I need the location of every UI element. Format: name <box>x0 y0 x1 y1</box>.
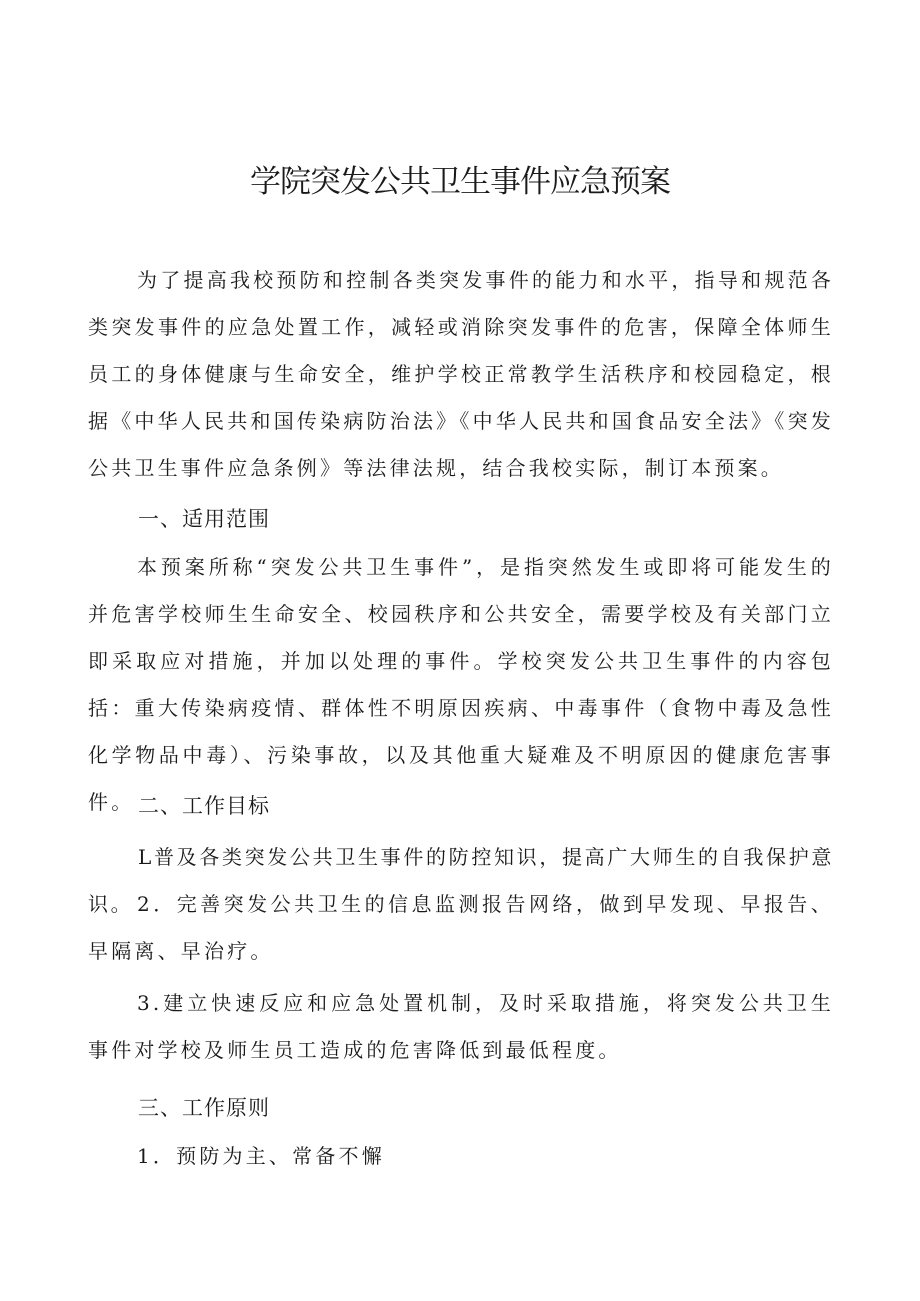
principle-item-1: 1．预防为主、常备不懈 <box>137 1144 385 1168</box>
goal-item-3: 3.建立快速反应和应急处置机制，及时采取措施，将突发公共卫生事件对学校及师生员工造成的危害降低到最低程度。 <box>88 991 834 1062</box>
section-heading-principles: 三、工作原则 <box>138 1096 270 1120</box>
document-title: 学院突发公共卫生事件应急预案 <box>250 164 670 200</box>
intro-paragraph: 为了提高我校预防和控制各类突发事件的能力和水平，指导和规范各类突发事件的应急处置工作，减轻或消除突发事件的危害，保障全体师生员工的身体健康与生命安全，维护学校正常教学生活秩序和校园稳定，根据《中华人民共和国传染病防治法》《中华人民共和国食品安全法》《突发公共卫生事件应急条例》等法律法规，结合我校实际，制订本预案。 <box>88 268 834 480</box>
scope-paragraph: 本预案所称“突发公共卫生事件”，是指突然发生或即将可能发生的并危害学校师生生命安全、校园秩序和公共安全，需要学校及有关部门立即采取应对措施，并加以处理的事件。学校突发公共卫生事件的内容包括：重大传染病疫情、群体性不明原因疾病、中毒事件（食物中毒及急性化学物品中毒）、污染事故，以及其他重大疑难及不明原因的健康危害事件。 <box>88 555 834 814</box>
section-heading-goals: 二、工作目标 <box>138 794 270 818</box>
section-heading-scope: 一、适用范围 <box>138 507 270 531</box>
goal-item-2: 2．完善突发公共卫生的信息监测报告网络，做到早发现、早报告、早隔离、早治疗。 <box>88 892 834 963</box>
goal-item-1: L普及各类突发公共卫生事件的防控知识，提高广大师生的自我保护意识。 <box>88 845 834 916</box>
